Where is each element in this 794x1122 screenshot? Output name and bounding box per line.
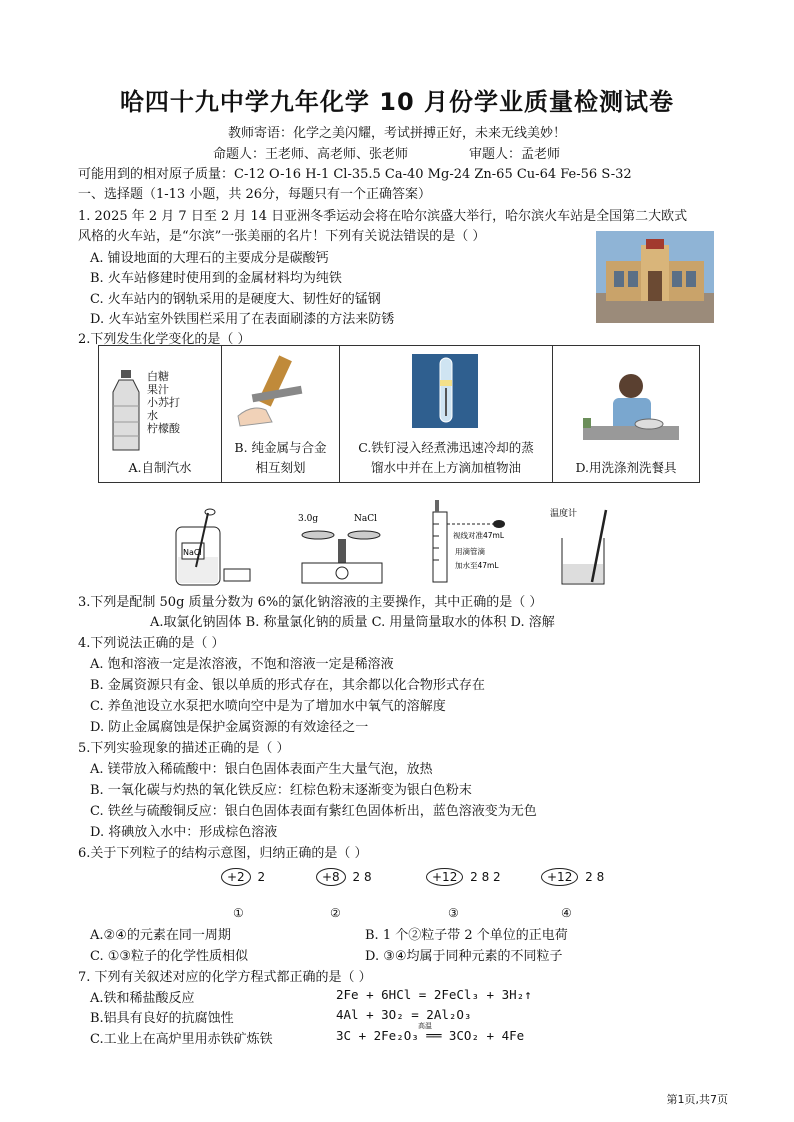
q3-img-thermometer-label: 温度计 — [550, 509, 578, 519]
washing-dishes-icon — [553, 366, 699, 454]
take-nacl-figure — [168, 507, 258, 589]
q4-option-b: B. 金属资源只有金、银以单质的形式存在，其余都以化合物形式存在 — [90, 678, 485, 693]
test-tube-nail-icon — [340, 346, 552, 434]
authors: 命题人：王老师、高老师、张老师 — [213, 147, 409, 162]
q2-cell-d — [553, 346, 700, 483]
q1-option-a: A. 铺设地面的大理石的主要成分是碳酸钙 — [90, 251, 329, 266]
bottle-label-4: 水 — [147, 409, 158, 422]
q5-option-a: A. 镁带放入稀硫酸中：银白色固体表面产生大量气泡，放热 — [90, 762, 433, 777]
q2-option-b-line1: B. 纯金属与合金 — [234, 440, 327, 455]
q4-stem: 4.下列说法正确的是（ ） — [78, 636, 225, 651]
scratch-metals-icon — [222, 346, 339, 434]
atom1-nucleus: +2 — [221, 868, 251, 886]
q6-option-a: A.②④的元素在同一周期 — [90, 928, 231, 943]
reviewer: 审题人：孟老师 — [469, 147, 561, 162]
q5-option-c: C. 铁丝与硫酸铜反应：银白色固体表面有紫红色固体析出，蓝色溶液变为无色 — [90, 804, 537, 819]
q1-option-c: C. 火车站内的钢轨采用的是硬度大、韧性好的锰钢 — [90, 292, 381, 307]
q7-equation-c: 3C + 2Fe₂O₃ ══ 3CO₂ + 4Fe — [336, 1028, 525, 1043]
q7-equation-a: 2Fe + 6HCl = 2FeCl₃ + 3H₂↑ — [336, 987, 532, 1002]
bottle-label-2: 果汁 — [147, 383, 169, 396]
q7-option-c: C.工业上在高炉里用赤铁矿炼铁 — [90, 1032, 273, 1047]
q2-option-c-line2: 馏水中并在上方滴加植物油 — [370, 460, 521, 475]
q5-stem: 5.下列实验现象的描述正确的是（ ） — [78, 741, 290, 756]
q3-options: A.取氯化钠固体 B. 称量氯化钠的质量 C. 用量筒量取水的体积 D. 溶解 — [150, 615, 555, 630]
q5-option-d: D. 将碘放入水中：形成棕色溶液 — [90, 825, 278, 840]
q3-img-dropper-label: 用滴管滴 — [455, 547, 485, 556]
graduated-cylinder-figure — [427, 494, 527, 586]
q3-img-view-label: 视线对准47mL — [453, 531, 505, 540]
q3-img-addwater-label: 加水至47mL — [455, 561, 499, 570]
bottle-label-3: 小苏打 — [147, 396, 180, 409]
atom1-shells: 2 — [257, 870, 266, 884]
q2-cell-a — [99, 346, 222, 483]
atom-diagram-2 — [316, 868, 372, 886]
q1-stem-line1: 1. 2025 年 2 月 7 日至 2 月 14 日亚洲冬季运动会将在哈尔滨盛大举行，哈尔滨火车站是全国第二大欧式 — [78, 209, 688, 224]
atom4-nucleus: +12 — [541, 868, 578, 886]
q1-option-b: B. 火车站修建时使用到的金属材料均为纯铁 — [90, 271, 342, 286]
page-footer: 第1页,共7页 — [666, 1093, 728, 1106]
atom-diagram-1 — [221, 868, 265, 886]
q4-option-d: D. 防止金属腐蚀是保护金属资源的有效途径之一 — [90, 720, 369, 735]
dissolve-thermometer-figure — [548, 504, 618, 588]
atom4-label: ④ — [561, 906, 572, 920]
bottle-label-1: 白糖 — [147, 370, 169, 383]
q1-option-d: D. 火车站室外铁围栏采用了在表面刷漆的方法来防锈 — [90, 312, 395, 327]
q3-img-mass-label: 3.0g — [298, 514, 319, 524]
atom2-label: ② — [330, 906, 341, 920]
q3-img-nacl-label: NaCl — [183, 548, 202, 557]
atom3-nucleus: +12 — [426, 868, 463, 886]
q2-cell-c — [340, 346, 553, 483]
atom3-shells: 2 8 2 — [470, 870, 501, 884]
atom1-label: ① — [233, 906, 244, 920]
section-heading: 一、选择题（1-13 小题，共 26分，每题只有一个正确答案） — [78, 187, 432, 202]
atom2-nucleus: +8 — [316, 868, 346, 886]
page-title: 哈四十九中学九年化学 10 月份学业质量检测试卷 — [119, 88, 675, 116]
q2-option-b — [222, 434, 339, 482]
q6-stem: 6.关于下列粒子的结构示意图，归纳正确的是（ ） — [78, 846, 368, 861]
q2-option-d: D.用洗涤剂洗餐具 — [575, 460, 677, 475]
q7-option-a: A.铁和稀盐酸反应 — [90, 991, 195, 1006]
bottle-label-5: 柠檬酸 — [147, 422, 180, 435]
atom4-shells: 2 8 — [585, 870, 605, 884]
q2-cell-b — [222, 346, 340, 483]
q4-option-c: C. 养鱼池设立水泵把水喷向空中是为了增加水中氧气的溶解度 — [90, 699, 446, 714]
q2-options-table — [98, 345, 700, 483]
q2-option-a: A.自制汽水 — [128, 460, 192, 475]
atom-diagram-4 — [541, 868, 604, 886]
balance-figure — [294, 509, 392, 589]
q7-option-b: B.铝具有良好的抗腐蚀性 — [90, 1011, 234, 1026]
q6-option-b: B. 1 个②粒子带 2 个单位的正电荷 — [365, 928, 568, 943]
q2-option-c-line1: C.铁钉浸入经煮沸迅速冷却的蒸 — [358, 440, 534, 455]
teacher-motto: 教师寄语：化学之美闪耀，考试拼搏正好，未来无线美妙！ — [227, 126, 566, 141]
q2-option-b-line2: 相互刻划 — [255, 460, 306, 475]
q2-stem: 2.下列发生化学变化的是（ ） — [78, 332, 251, 347]
q3-stem: 3.下列是配制 50g 质量分数为 6%的氯化钠溶液的主要操作，其中正确的是（ ） — [78, 595, 543, 610]
q2-option-c — [340, 434, 552, 482]
atom-diagram-3 — [426, 868, 501, 886]
q7-equation-b: 4Al + 3O₂ = 2Al₂O₃ — [336, 1007, 472, 1022]
atom3-label: ③ — [448, 906, 459, 920]
q3-img-nacl2-label: NaCl — [354, 514, 378, 524]
q1-stem-line2: 风格的火车站，是“尔滨”一张美丽的名片！下列有关说法错误的是（ ） — [78, 229, 486, 244]
q7-equation-c-condition: 高温 — [418, 1022, 432, 1030]
q4-option-a: A. 饱和溶液一定是浓溶液，不饱和溶液一定是稀溶液 — [90, 657, 394, 672]
q7-stem: 7. 下列有关叙述对应的化学方程式都正确的是（ ） — [78, 970, 372, 985]
q6-option-c: C. ①③粒子的化学性质相似 — [90, 949, 249, 964]
atomic-masses: 可能用到的相对原子质量：C-12 O-16 H-1 Cl-35.5 Ca-40 Mg-24 Zn-65 Cu-64 Fe-56 S-32 — [78, 167, 632, 182]
train-station-photo — [596, 231, 714, 323]
atom2-shells: 2 8 — [352, 870, 372, 884]
q5-option-b: B. 一氧化碳与灼热的氧化铁反应：红棕色粉末逐渐变为银白色粉末 — [90, 783, 472, 798]
q6-option-d: D. ③④均属于同种元素的不同粒子 — [365, 949, 563, 964]
